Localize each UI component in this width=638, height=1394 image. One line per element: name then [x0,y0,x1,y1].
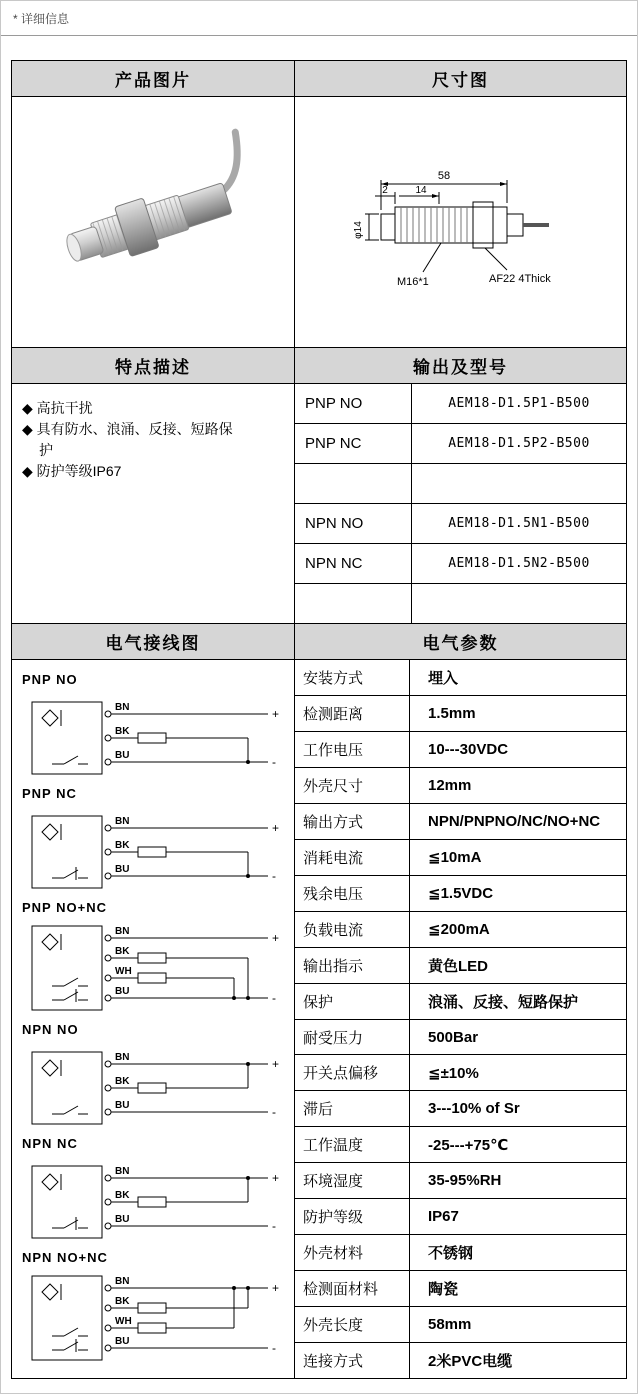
top-divider [1,35,637,36]
param-value: 1.5mm [428,704,476,722]
param-row [295,1271,626,1307]
param-value: ≦±10% [428,1064,479,1082]
dim-diameter: φ14 [352,221,364,239]
param-value: 500Bar [428,1028,479,1046]
output-models-table [295,384,626,623]
param-row [295,768,626,804]
wire-label: BN [115,1166,130,1177]
output-model-row [295,464,626,504]
wiring-title: NPN NO+NC [22,1250,108,1265]
wiring-params-row [12,659,626,1378]
wiring-diagram-pnp-no [20,672,292,783]
output-type: PNP NO [295,384,412,423]
wire-label: BU [115,1100,130,1111]
header-product-image: 产品图片 [12,61,295,96]
wiring-circuit-svg [20,1152,286,1242]
param-name: 外壳尺寸 [295,768,410,803]
param-value: ≦10mA [428,849,482,867]
param-row [295,1163,626,1199]
param-value: 58mm [428,1316,472,1334]
param-name: 输出方式 [295,804,410,839]
output-model-code: AEM18-D1.5N1-B500 [448,516,590,531]
param-name: 开关点偏移 [295,1055,410,1090]
wire-label: BN [115,702,130,713]
output-type: NPN NO [295,504,412,543]
wire-label: BN [115,1052,130,1063]
plus-terminal-label: + [272,1281,280,1295]
output-model-row [295,544,626,584]
wiring-title: PNP NO+NC [22,900,107,915]
plus-terminal-label: + [272,821,280,835]
wire-label: BK [115,1076,130,1087]
wiring-title: NPN NC [22,1136,78,1151]
output-model-row [295,424,626,464]
param-value: ≦1.5VDC [428,885,494,903]
param-name: 消耗电流 [295,840,410,875]
wiring-diagram-pnp-nc [20,786,292,897]
wire-label: BK [115,1190,130,1201]
param-name: 检测距离 [295,696,410,731]
wire-label: BU [115,864,130,875]
wiring-title: PNP NC [22,786,77,801]
param-value: -25---+75℃ [428,1136,509,1154]
minus-terminal-label: - [272,755,276,769]
wire-label: BN [115,1276,130,1287]
param-name: 外壳材料 [295,1235,410,1270]
features-cell [12,384,295,623]
param-row [295,948,626,984]
param-row [295,1343,626,1378]
wiring-circuit-svg [20,1266,286,1364]
minus-terminal-label: - [272,991,276,1005]
wiring-title: PNP NO [22,672,78,687]
param-row [295,1127,626,1163]
wiring-circuit-svg [20,916,286,1014]
param-name: 负载电流 [295,912,410,947]
minus-terminal-label: - [272,869,276,883]
wiring-title: NPN NO [22,1022,79,1037]
feature-item: ◆ 具有防水、浪涌、反接、短路保护 [22,421,233,458]
minus-terminal-label: - [272,1341,276,1355]
param-row [295,1020,626,1056]
header-parameters: 电气参数 [295,624,626,659]
minus-terminal-label: - [272,1219,276,1233]
output-model-code [412,584,626,623]
param-value: 不锈钢 [428,1245,474,1263]
param-value: 2米PVC电缆 [428,1353,513,1371]
wire-label: BU [115,750,130,761]
param-value: IP67 [428,1208,459,1226]
wire-label: BK [115,946,130,957]
param-value: 浪涌、反接、短路保护 [428,993,579,1011]
product-photo-cell [12,97,295,347]
wiring-diagram-npn-nc [20,1136,292,1247]
wiring-circuit-svg [20,688,286,778]
param-name: 工作温度 [295,1127,410,1162]
param-value: ≦200mA [428,921,490,939]
parameters-table [295,660,626,1378]
wire-label: BU [115,986,130,997]
header-row-3 [12,623,626,659]
output-type [295,584,412,623]
param-value: 黄色LED [428,957,489,975]
wiring-diagrams [12,660,295,1378]
param-value: 10---30VDC [428,740,509,758]
output-model-code: AEM18-D1.5P1-B500 [448,396,590,411]
top-note: * 详细信息 [13,12,70,26]
wiring-circuit-svg [20,1038,286,1128]
param-row [295,660,626,696]
wiring-diagram-npn-no [20,1022,292,1133]
output-models-cell [295,384,626,623]
param-name: 安装方式 [295,660,410,695]
param-row [295,1091,626,1127]
plus-terminal-label: + [272,1057,280,1071]
param-row [295,732,626,768]
wire-label: BN [115,816,130,827]
param-name: 外壳长度 [295,1307,410,1342]
plus-terminal-label: + [272,1171,280,1185]
output-model-code [412,464,626,503]
param-row [295,912,626,948]
param-name: 连接方式 [295,1343,410,1378]
param-name: 检测面材料 [295,1271,410,1306]
dimension-drawing-cell [295,97,626,347]
header-output-models: 输出及型号 [295,348,626,383]
param-name: 输出指示 [295,948,410,983]
param-value: 35-95%RH [428,1172,502,1190]
wire-label: BK [115,840,130,851]
output-type: NPN NC [295,544,412,583]
param-name: 残余电压 [295,876,410,911]
header-dimension: 尺寸图 [295,61,626,96]
wiring-circuit-svg [20,802,286,892]
wire-label: WH [115,966,132,977]
wire-label: WH [115,1316,132,1327]
plus-terminal-label: + [272,931,280,945]
wire-label: BU [115,1336,130,1347]
features-output-row [12,383,626,623]
param-value: NPN/PNPNO/NC/NO+NC [428,812,601,830]
dim-total-length: 58 [437,170,450,182]
param-name: 保护 [295,984,410,1019]
wire-label: BK [115,726,130,737]
param-value: 陶瓷 [428,1281,459,1299]
param-row [295,1307,626,1343]
nut-spec-label: AF22 4Thick [488,273,551,285]
feature-item: ◆ 防护等级IP67 [22,463,122,479]
output-type: PNP NC [295,424,412,463]
param-name: 滞后 [295,1091,410,1126]
param-row [295,876,626,912]
param-row [295,696,626,732]
minus-terminal-label: - [272,1105,276,1119]
param-row [295,984,626,1020]
wire-label: BK [115,1296,130,1307]
wire-label: BU [115,1214,130,1225]
param-row [295,804,626,840]
param-name: 耐受压力 [295,1020,410,1055]
param-name: 环境湿度 [295,1163,410,1198]
param-row [295,1235,626,1271]
header-row-1 [12,61,626,96]
parameters-cell [295,660,626,1378]
plus-terminal-label: + [272,707,280,721]
wiring-diagram-pnp-no-nc [20,900,292,1019]
image-row [12,96,626,347]
spec-table [11,60,627,1379]
header-wiring: 电气接线图 [12,624,295,659]
dim-thread-length: 14 [414,185,427,196]
output-model-row [295,504,626,544]
output-model-row [295,584,626,623]
param-name: 防护等级 [295,1199,410,1234]
output-model-code: AEM18-D1.5N2-B500 [448,556,590,571]
features-list [22,398,284,482]
dim-head-length: 2 [381,185,388,196]
wire-label: BN [115,926,130,937]
header-row-2 [12,347,626,383]
param-value: 3---10% of Sr [428,1100,520,1118]
param-row [295,840,626,876]
feature-item: ◆ 高抗干扰 [22,400,93,416]
thread-spec-label: M16*1 [396,276,429,288]
wiring-diagram-npn-no-nc [20,1250,292,1369]
output-type [295,464,412,503]
output-model-code: AEM18-D1.5P2-B500 [448,436,590,451]
output-model-row [295,384,626,424]
param-value: 埋入 [428,669,459,687]
dimension-drawing [311,122,611,322]
product-photo [33,112,273,332]
param-row [295,1055,626,1091]
header-features: 特点描述 [12,348,295,383]
param-value: 12mm [428,776,472,794]
param-row [295,1199,626,1235]
param-name: 工作电压 [295,732,410,767]
